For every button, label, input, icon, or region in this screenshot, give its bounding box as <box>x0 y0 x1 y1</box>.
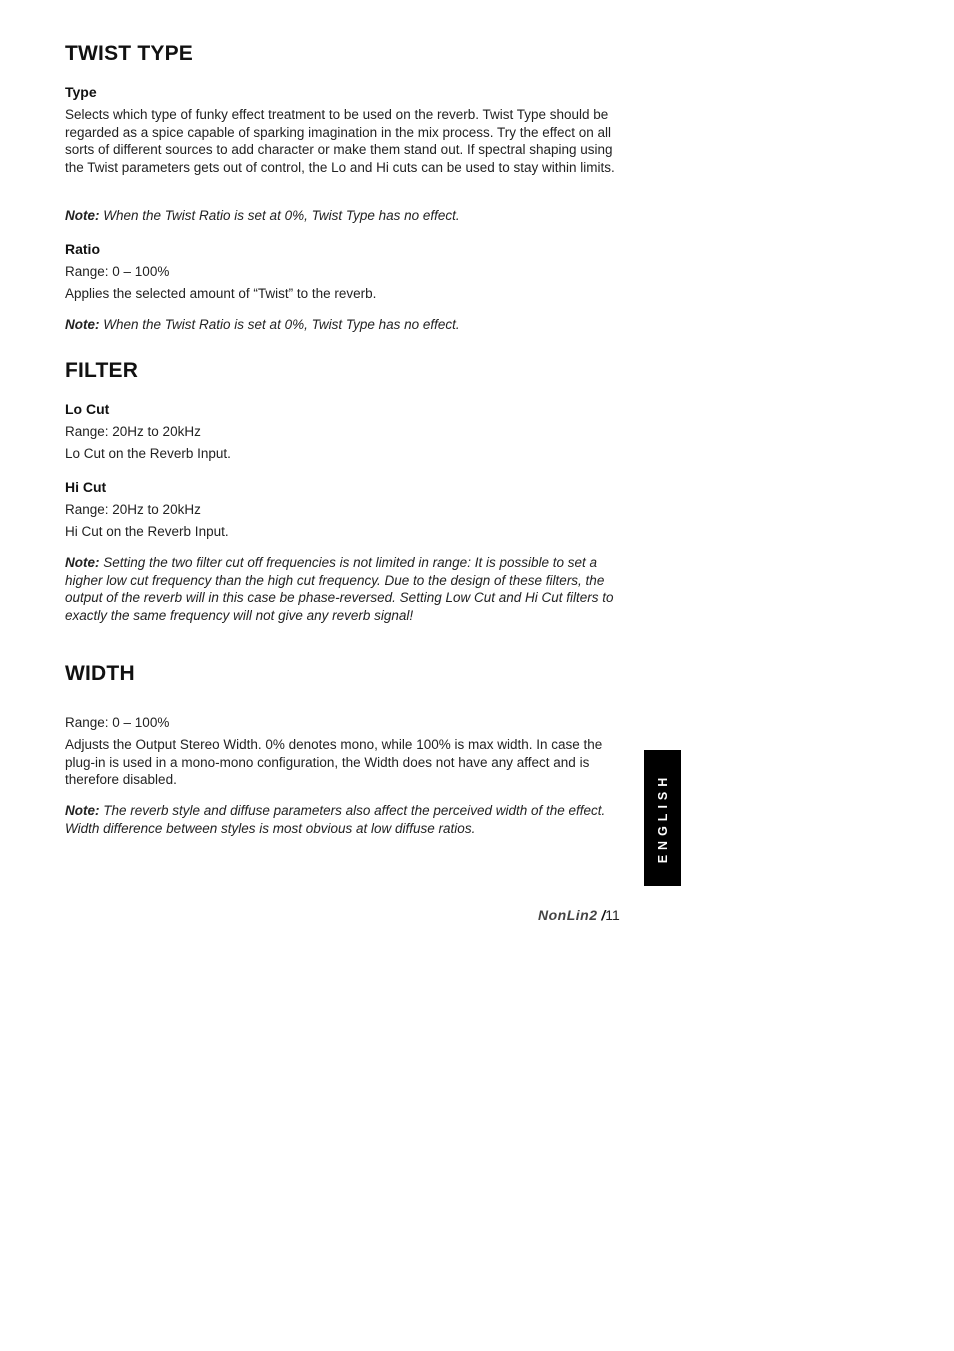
param-range-ratio: Range: 0 – 100% <box>65 264 170 279</box>
note-text: The reverb style and diffuse parameters also affect the perceived width of the effect. Width difference between styles is most obvious at low diffuse ratios. <box>65 803 606 836</box>
note-ratio <box>65 316 620 334</box>
note-width <box>65 802 610 837</box>
note-label: Note: <box>65 208 100 223</box>
param-body-width: Adjusts the Output Stereo Width. 0% denotes mono, while 100% is max width. In case the plug-in is used in a mono-mono configuration, the Width does not have any affect and is therefore disabled. <box>65 737 603 788</box>
param-body-hi-cut: Hi Cut on the Reverb Input. <box>65 524 229 539</box>
note-twist-type <box>65 207 620 225</box>
param-heading-type: Type <box>65 84 97 100</box>
param-body-lo-cut: Lo Cut on the Reverb Input. <box>65 446 231 461</box>
page-number: 11 <box>605 907 620 923</box>
section-heading-twist-type: TWIST TYPE <box>65 42 193 65</box>
param-range-lo-cut: Range: 20Hz to 20kHz <box>65 424 201 439</box>
page-footer <box>538 907 620 923</box>
param-heading-ratio: Ratio <box>65 241 100 257</box>
note-label: Note: <box>65 555 100 570</box>
note-label: Note: <box>65 317 100 332</box>
section-heading-width: WIDTH <box>65 662 135 685</box>
section-heading-filter: FILTER <box>65 359 139 382</box>
footer-separator: / <box>597 907 606 923</box>
language-tab <box>644 750 681 886</box>
param-range-hi-cut: Range: 20Hz to 20kHz <box>65 502 201 517</box>
param-heading-lo-cut: Lo Cut <box>65 401 110 417</box>
param-heading-hi-cut: Hi Cut <box>65 479 107 495</box>
note-filter <box>65 554 621 625</box>
note-text: When the Twist Ratio is set at 0%, Twist Type has no effect. <box>99 208 460 223</box>
param-body-ratio: Applies the selected amount of “Twist” to the reverb. <box>65 286 377 301</box>
param-body-type: Selects which type of funky effect treatment to be used on the reverb. Twist Type should be regarded as a spice capable of sparking imagination in the mix process. Try the effect on all sorts of different sources to add character or make them stand out. If spectral shaping using the Twist parameters gets out of control, the Lo and Hi cuts can be used to stay within limits. <box>65 107 615 176</box>
product-name: NonLin2 <box>538 907 598 923</box>
language-tab-label: ENGLISH <box>655 772 670 864</box>
param-range-width: Range: 0 – 100% <box>65 715 170 730</box>
note-text: Setting the two filter cut off frequencies is not limited in range: It is possible to set a higher low cut frequency than the high cut frequency. Due to the design of these filters, the output of the reverb will in this case be phase-reversed. Setting Low Cut and Hi Cut filters to exactly the same frequency will not give any reverb signal! <box>65 555 614 624</box>
note-label: Note: <box>65 803 100 818</box>
note-text: When the Twist Ratio is set at 0%, Twist Type has no effect. <box>99 317 460 332</box>
